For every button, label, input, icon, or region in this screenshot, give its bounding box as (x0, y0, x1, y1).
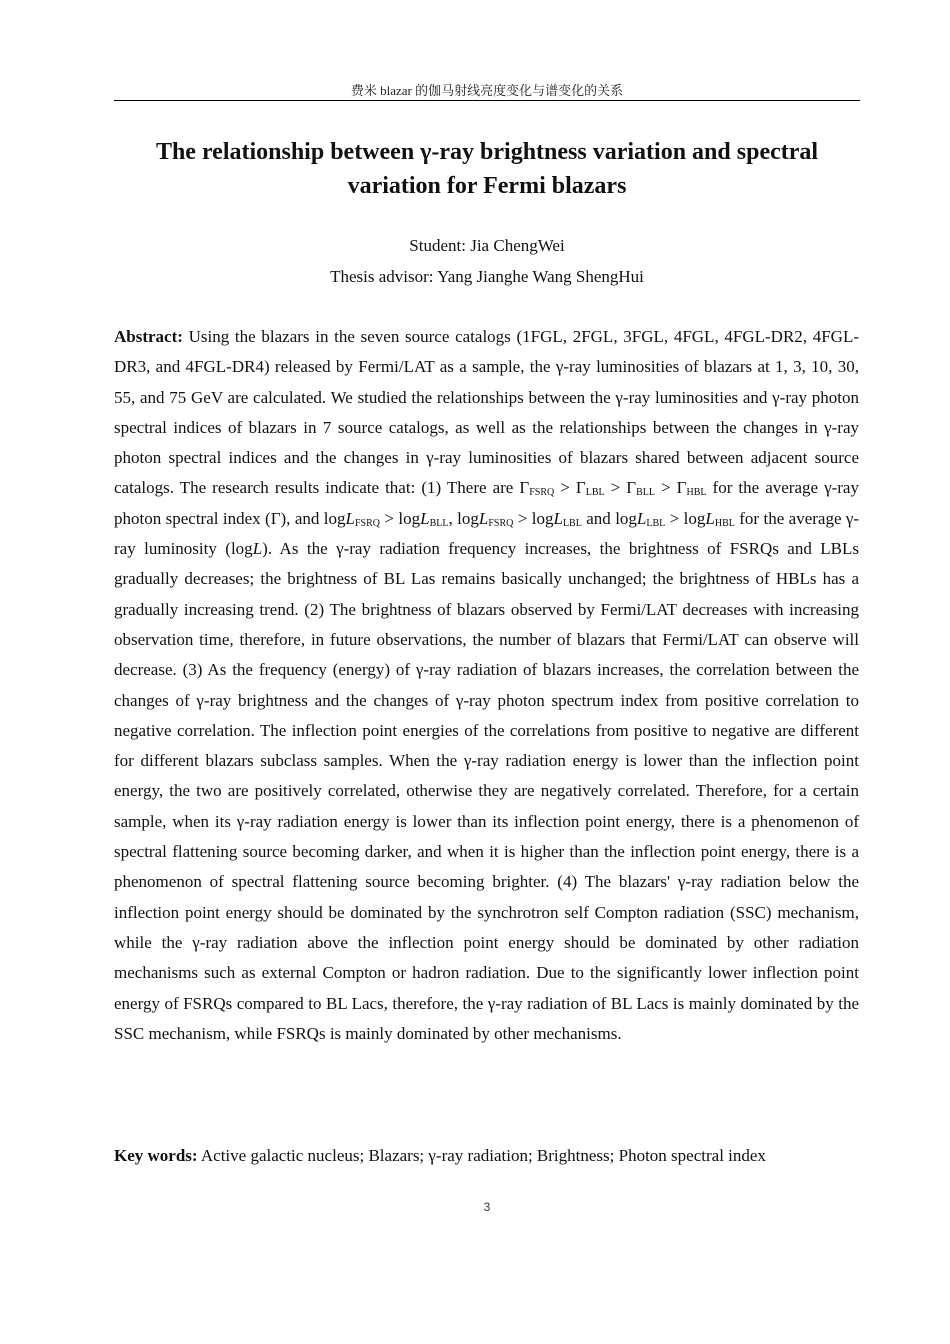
header-rule (114, 100, 860, 101)
luminosity-symbol: L (252, 539, 263, 559)
luminosity-symbol: L (420, 508, 430, 528)
gamma-symbol: Γ (575, 478, 586, 498)
keywords-text: Active galactic nucleus; Blazars; γ-ray radiation; Brightness; Photon spectral index (197, 1146, 766, 1165)
abstract-text-1: Using the blazars in the seven source catalogs (1FGL, 2FGL, 3FGL, 4FGL, 4FGL-DR2, 4FGL-DR3, and 4FGL-DR4) released by Fermi/LAT as a sample, the γ-ray luminosities of blazars at 1, 3, 10, 30, 55, and 75 GeV are calculated. We studied the relationships between the γ-ray luminosities and γ-ray photon spectral indices of blazars in 7 source catalogs, as well as the relationships between the changes in γ-ray photon spectral indices and the changes in γ-ray luminosities of blazars shared between adjacent source catalogs. The research results indicate that: (1) There are (114, 327, 859, 498)
subscript-bll: BLL (429, 517, 449, 529)
running-head: 费米 blazar 的伽马射线亮度变化与谱变化的关系 (350, 83, 624, 98)
greater-than: > (655, 478, 677, 498)
paper-title (114, 135, 860, 203)
gamma-symbol: Γ (676, 478, 687, 498)
subscript-fsrq: FSRQ (529, 487, 555, 499)
keywords (114, 1141, 874, 1171)
subscript-lbl: LBL (562, 517, 582, 529)
abstract (114, 322, 859, 1049)
subscript-fsrq: FSRQ (354, 517, 380, 529)
title-line-2: variation for Fermi blazars (347, 173, 627, 199)
subscript-lbl: LBL (646, 517, 666, 529)
log-symbol: log (615, 508, 637, 528)
subscript-hbl: HBL (686, 487, 707, 499)
gamma-symbol: Γ (519, 478, 530, 498)
and-word: and (581, 508, 616, 528)
greater-than: > (380, 508, 399, 528)
luminosity-symbol: L (636, 508, 647, 528)
log-symbol: log (457, 508, 479, 528)
luminosity-symbol: L (705, 508, 715, 528)
abstract-text-4: ). As the γ-ray radiation frequency increases, the brightness of FSRQs and LBLs gradually decreases; the brightness of BL Las remains basically unchanged; the brightness of HBLs has a gradually increasing trend. (2) The brightness of blazars observed by Fermi/LAT decreases with increasing observation time, therefore, in future observations, the number of blazars that Fermi/LAT can observe will decrease. (3) As the frequency (energy) of γ-ray radiation of blazars increases, the correlation between the changes of γ-ray brightness and the changes of γ-ray photon spectrum index from positive correlation to negative correlation. The inflection point energies of the correlations from positive to negative are different for different blazars subclass samples. When the γ-ray radiation energy is lower than the inflection point energy, the two are positively correlated, otherwise they are negatively correlated. Therefore, for a certain sample, when its γ-ray radiation energy is lower than its inflection point energy, there is a phenomenon of spectral flattening source becoming darker, and when it is higher than the inflection point energy, there is a phenomenon of spectral flattening source becoming brighter. (4) The blazars' γ-ray radiation below the inflection point energy should be dominated by the synchrotron self Compton radiation (SSC) mechanism, while the γ-ray radiation above the inflection point energy should be dominated by other radiation mechanisms such as external Compton or hadron radiation. Due to the significantly lower inflection point energy of FSRQs compared to BL Lacs, therefore, the γ-ray radiation of BL Lacs is mainly dominated by the SSC mechanism, while FSRQs is mainly dominated by other mechanisms. (114, 539, 859, 1043)
subscript-lbl: LBL (585, 487, 605, 499)
title-line-1: The relationship between γ-ray brightness variation and spectral (155, 139, 819, 165)
greater-than: > (665, 508, 684, 528)
luminosity-symbol: L (553, 508, 563, 528)
keywords-label: Key words: (114, 1146, 198, 1165)
student-name: Student: Jia ChengWei (409, 236, 565, 255)
thesis-advisor: Thesis advisor: Yang Jianghe Wang ShengHui (330, 267, 644, 286)
log-symbol: log (398, 508, 421, 528)
luminosity-symbol: L (345, 508, 355, 528)
abstract-label: Abstract: (114, 327, 183, 346)
luminosity-symbol: L (478, 508, 489, 528)
page-number: 3 (483, 1200, 491, 1214)
subscript-hbl: HBL (714, 517, 735, 529)
gamma-symbol: Γ (626, 478, 637, 498)
abstract-text-2: for the average γ-ray photon spectral index (Γ), and (114, 478, 859, 528)
greater-than: > (604, 478, 627, 498)
abstract-text-3: for the average γ-ray luminosity (log (114, 508, 860, 559)
subscript-fsrq: FSRQ (488, 517, 514, 529)
subscript-bll: BLL (636, 487, 655, 499)
log-symbol: log (323, 508, 346, 528)
comma: , (448, 508, 458, 528)
greater-than: > (554, 478, 576, 498)
log-symbol: log (683, 508, 706, 528)
log-symbol: log (531, 508, 554, 528)
greater-than: > (513, 508, 532, 528)
